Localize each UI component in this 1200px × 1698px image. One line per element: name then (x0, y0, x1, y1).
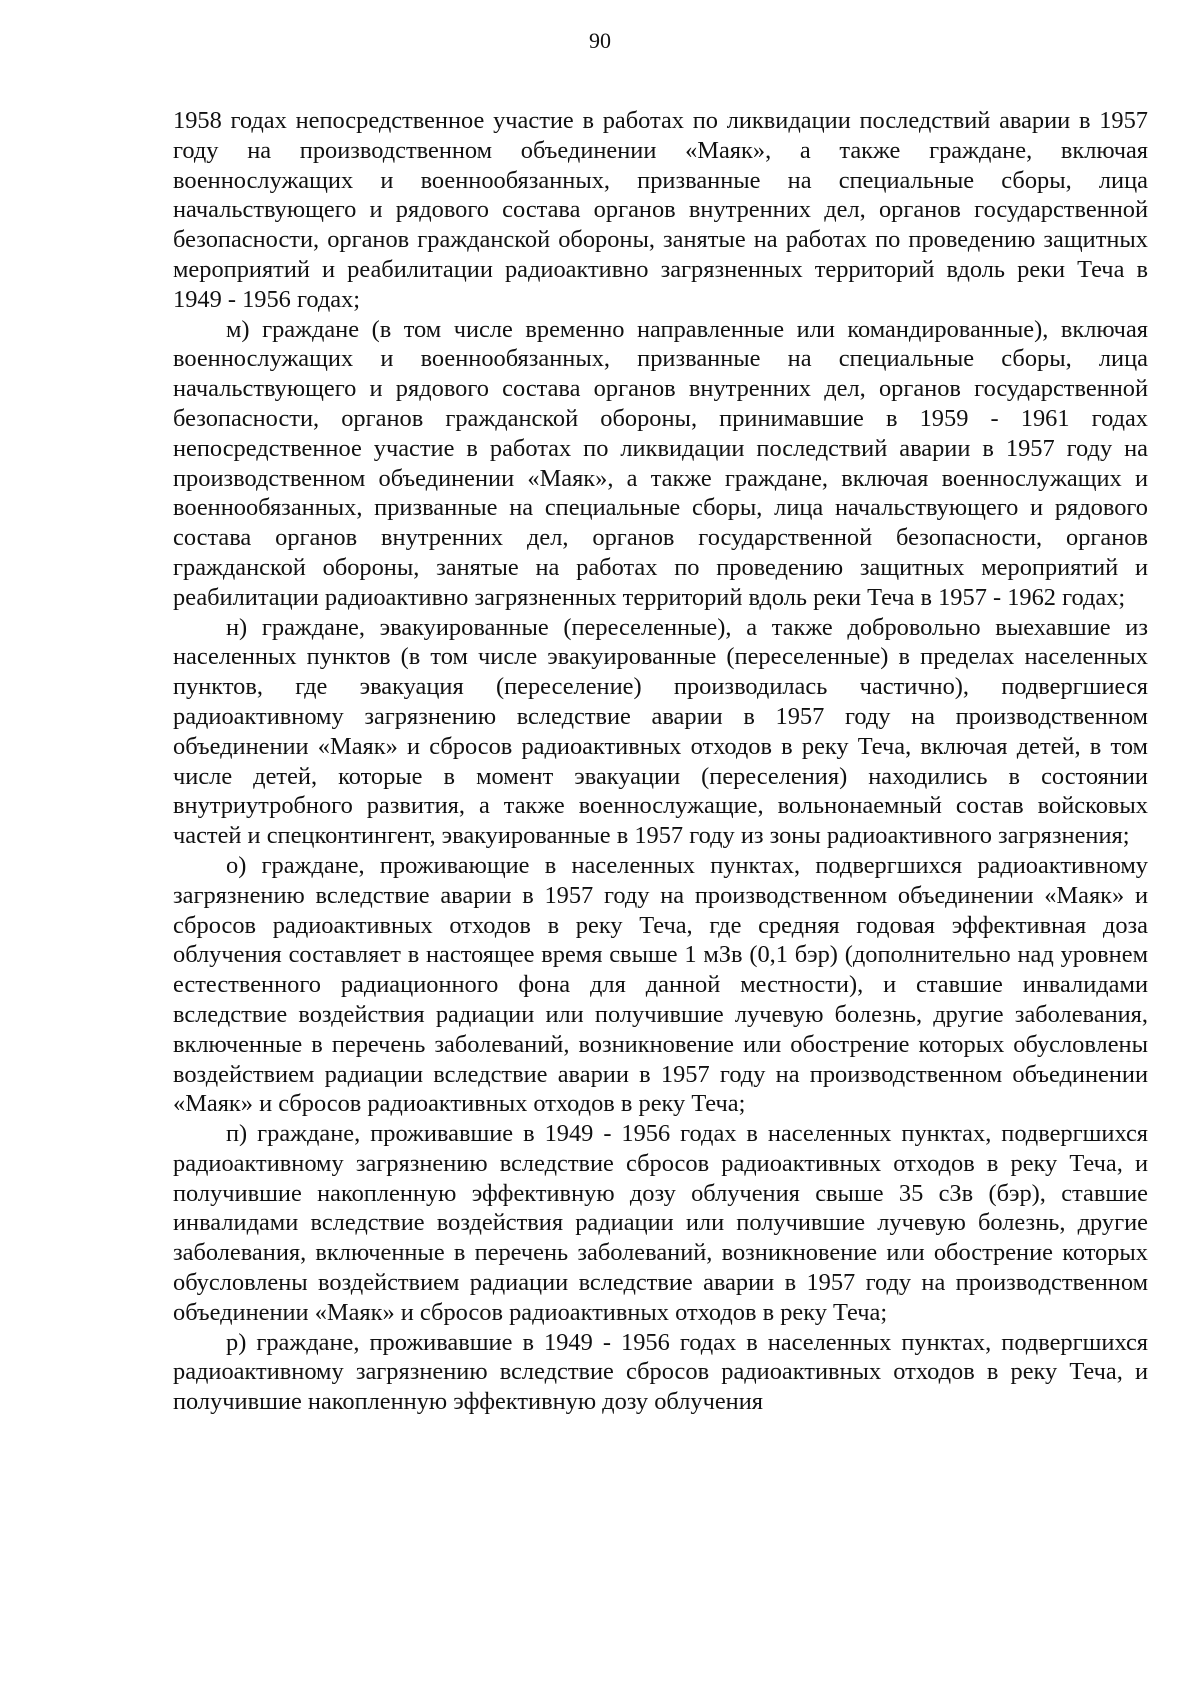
paragraph-item-n: н) граждане, эвакуированные (переселенные), а также добровольно выехавшие из населенных пунктов (в том числе эвакуированные (переселенные) в пределах населенных пунктов, где эвакуация (переселение) производилась частично), подвергшиеся радиоактивному загрязнению вследствие аварии в 1957 году на производственном объединении «Маяк» и сбросов радиоактивных отходов в реку Теча, включая детей, в том числе детей, которые в момент эвакуации (переселения) находились в состоянии внутриутробного развития, а также военнослужащие, вольнонаемный состав войсковых частей и спецконтингент, эвакуированные в 1957 году из зоны радиоактивного загрязнения; (173, 613, 1148, 850)
page-number: 90 (589, 28, 611, 53)
paragraph-continuation: 1958 годах непосредственное участие в работах по ликвидации последствий аварии в 1957 году на производственном объединении «Маяк», а также граждане, включая военнослужащих и военнообязанных, призванные на специальные сборы, лица начальствующего и рядового состава органов внутренних дел, органов государственной безопасности, органов гражданской обороны, занятые на работах по проведению защитных мероприятий и реабилитации радиоактивно загрязненных территорий вдоль реки Теча в 1949 - 1956 годах; (173, 107, 1148, 313)
paragraph-item-r: р) граждане, проживавшие в 1949 - 1956 годах в населенных пунктах, подвергшихся радиоактивному загрязнению вследствие сбросов радиоактивных отходов в реку Теча, и получившие накопленную эффективную дозу облучения (173, 1328, 1148, 1416)
paragraph-item-p: п) граждане, проживавшие в 1949 - 1956 годах в населенных пунктах, подвергшихся радиоактивному загрязнению вследствие сбросов радиоактивных отходов в реку Теча, и получившие накопленную эффективную дозу облучения свыше 35 сЗв (бэр), ставшие инвалидами вследствие воздействия радиации или получившие лучевую болезнь, другие заболевания, включенные в перечень заболеваний, возникновение или обострение которых обусловлены воздействием радиации вследствие аварии в 1957 году на производственном объединении «Маяк» и сбросов радиоактивных отходов в реку Теча; (173, 1120, 1148, 1326)
paragraph-item-m: м) граждане (в том числе временно направленные или командированные), включая военнослужащих и военнообязанных, призванные на специальные сборы, лица начальствующего и рядового состава органов внутренних дел, органов государственной безопасности, органов гражданской обороны, принимавшие в 1959 - 1961 годах непосредственное участие в работах по ликвидации последствий аварии в 1957 году на производственном объединении «Маяк», а также граждане, включая военнослужащих и военнообязанных, призванные на специальные сборы, лица начальствующего и рядового состава органов внутренних дел, органов государственной безопасности, органов гражданской обороны, занятые на работах по проведению защитных мероприятий и реабилитации радиоактивно загрязненных территорий вдоль реки Теча в 1957 - 1962 годах; (173, 315, 1148, 611)
document-body (173, 106, 1148, 1417)
paragraph-item-o: о) граждане, проживающие в населенных пунктах, подвергшихся радиоактивному загрязнению вследствие аварии в 1957 году на производственном объединении «Маяк» и сбросов радиоактивных отходов в реку Теча, где средняя годовая эффективная доза облучения составляет в настоящее время свыше 1 мЗв (0,1 бэр) (дополнительно над уровнем естественного радиационного фона для данной местности), и ставшие инвалидами вследствие воздействия радиации или получившие лучевую болезнь, другие заболевания, включенные в перечень заболеваний, возникновение или обострение которых обусловлены воздействием радиации вследствие аварии в 1957 году на производственном объединении «Маяк» и сбросов радиоактивных отходов в реку Теча; (173, 851, 1148, 1118)
